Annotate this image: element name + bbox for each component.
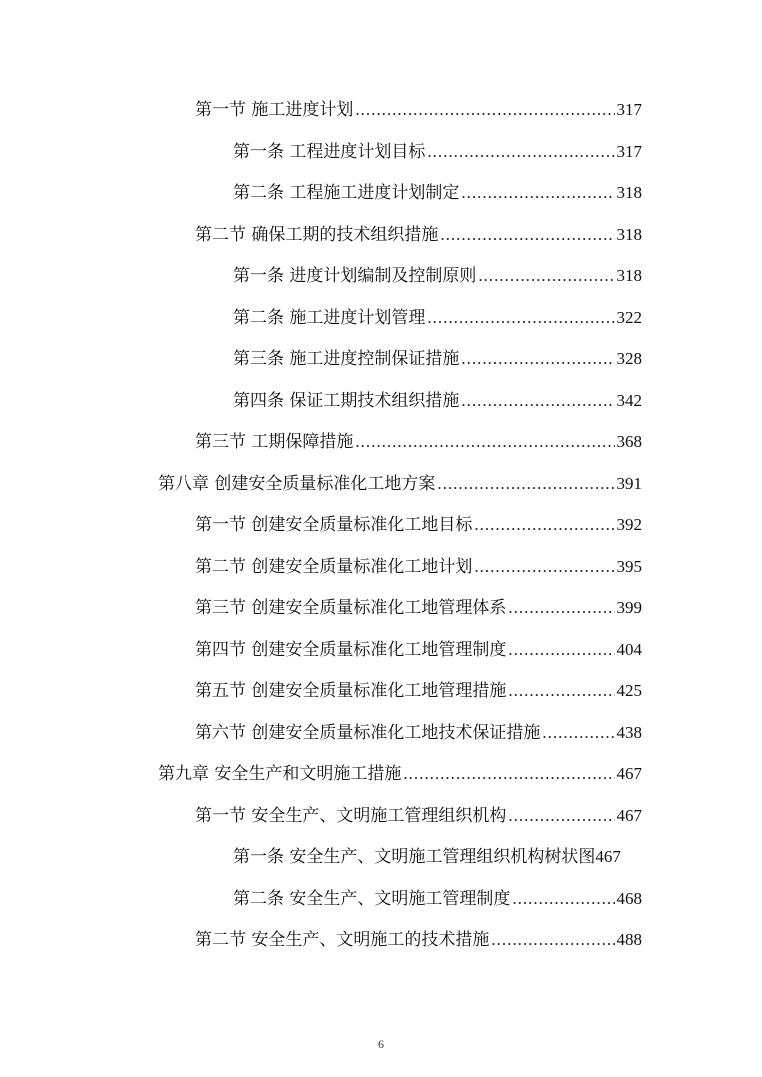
toc-entry-page: 488: [616, 930, 642, 949]
toc-entry-title: 第四条 保证工期技术组织措施: [233, 391, 460, 411]
toc-entry[interactable]: [195, 427, 642, 457]
toc-entry[interactable]: [195, 220, 642, 250]
toc-entry-page: 368: [616, 432, 642, 451]
dot-leader: [461, 386, 614, 416]
toc-entry-title: 第二条 施工进度计划管理: [233, 308, 426, 328]
toc-entry[interactable]: [195, 925, 642, 955]
dot-leader: [508, 635, 614, 665]
toc-entry-title: 第二条 安全生产、文明施工管理制度: [233, 889, 511, 909]
dot-leader: [478, 261, 614, 291]
toc-entry-title: 第九章 安全生产和文明施工措施: [158, 764, 402, 784]
toc-entry-title: 第一节 创建安全质量标准化工地目标: [195, 515, 473, 535]
dot-leader: [427, 137, 614, 167]
toc-entry[interactable]: [158, 759, 642, 789]
toc-entry-title: 第三节 创建安全质量标准化工地管理体系: [195, 598, 507, 618]
toc-entry-page: 425: [616, 681, 642, 700]
dot-leader: [355, 427, 614, 457]
dot-leader: [440, 220, 614, 250]
toc-entry[interactable]: [195, 801, 642, 831]
toc-entry[interactable]: [195, 718, 642, 748]
toc-entry[interactable]: [233, 386, 642, 416]
toc-entry-title: 第一节 施工进度计划: [195, 100, 354, 120]
dot-leader: [508, 801, 614, 831]
toc-entry-page: 342: [616, 391, 642, 410]
dot-leader: [355, 95, 614, 125]
toc-entry-title: 第五节 创建安全质量标准化工地管理措施: [195, 681, 507, 701]
dot-leader: [508, 676, 614, 706]
dot-leader: [508, 593, 614, 623]
dot-leader: [427, 303, 614, 333]
dot-leader: [437, 469, 614, 499]
dot-leader: [474, 552, 614, 582]
toc-entry-page: 438: [616, 723, 642, 742]
toc-entry[interactable]: [195, 635, 642, 665]
toc-entry[interactable]: [233, 137, 642, 167]
toc-entry-page: 468: [616, 889, 642, 908]
toc-entry-page: 404: [616, 640, 642, 659]
toc-entry-title: 第二节 安全生产、文明施工的技术措施: [195, 930, 490, 950]
toc-entry-page: 391: [616, 474, 642, 493]
toc-entry-page: 318: [616, 225, 642, 244]
dot-leader: [491, 925, 614, 955]
dot-leader: [461, 178, 614, 208]
toc-entry[interactable]: [233, 884, 642, 914]
toc-entry[interactable]: [195, 552, 642, 582]
toc-entry[interactable]: [233, 344, 642, 374]
toc-entry-title: 第三条 施工进度控制保证措施: [233, 349, 460, 369]
toc-entry-title: 第二节 确保工期的技术组织措施: [195, 225, 439, 245]
toc-entry[interactable]: [233, 178, 642, 208]
toc-entry[interactable]: [195, 95, 642, 125]
toc-entry[interactable]: [233, 842, 663, 872]
toc-entry-page: 317: [616, 100, 642, 119]
toc-entry-page: 318: [616, 266, 642, 285]
dot-leader: [542, 718, 614, 748]
toc-entry-page: 392: [616, 515, 642, 534]
toc-entry-page: 399: [616, 598, 642, 617]
toc-entry-title: 第一条 进度计划编制及控制原则: [233, 266, 477, 286]
dot-leader: [461, 344, 614, 374]
toc-entry-page: 467: [595, 847, 621, 866]
toc-entry-title: 第二条 工程施工进度计划制定: [233, 183, 460, 203]
toc-entry-page: 322: [616, 308, 642, 327]
page-number: 6: [378, 1037, 384, 1051]
toc-entry-title: 第三节 工期保障措施: [195, 432, 354, 452]
toc-entry[interactable]: [195, 510, 642, 540]
toc-entry-title: 第六节 创建安全质量标准化工地技术保证措施: [195, 723, 541, 743]
dot-leader: [512, 884, 614, 914]
toc-entry-title: 第二节 创建安全质量标准化工地计划: [195, 557, 473, 577]
dot-leader: [474, 510, 614, 540]
toc-entry-page: 467: [616, 806, 642, 825]
toc-entry[interactable]: [233, 261, 642, 291]
toc-entry[interactable]: [233, 303, 642, 333]
toc-entry-page: 467: [616, 764, 642, 783]
toc-entry-page: 328: [616, 349, 642, 368]
dot-leader: [403, 759, 614, 789]
toc-entry-title: 第四节 创建安全质量标准化工地管理制度: [195, 640, 507, 660]
toc-entry-page: 317: [616, 142, 642, 161]
toc-entry-title: 第一条 工程进度计划目标: [233, 142, 426, 162]
toc-entry[interactable]: [195, 593, 642, 623]
toc-entry-title: 第一节 安全生产、文明施工管理组织机构: [195, 806, 507, 826]
toc-entry[interactable]: [158, 469, 642, 499]
toc-entry-page: 318: [616, 183, 642, 202]
toc-entry[interactable]: [195, 676, 642, 706]
toc-entry-title: 第一条 安全生产、文明施工管理组织机构树状图: [233, 847, 596, 867]
toc-entry-page: 395: [616, 557, 642, 576]
toc-entry-title: 第八章 创建安全质量标准化工地方案: [158, 474, 436, 494]
